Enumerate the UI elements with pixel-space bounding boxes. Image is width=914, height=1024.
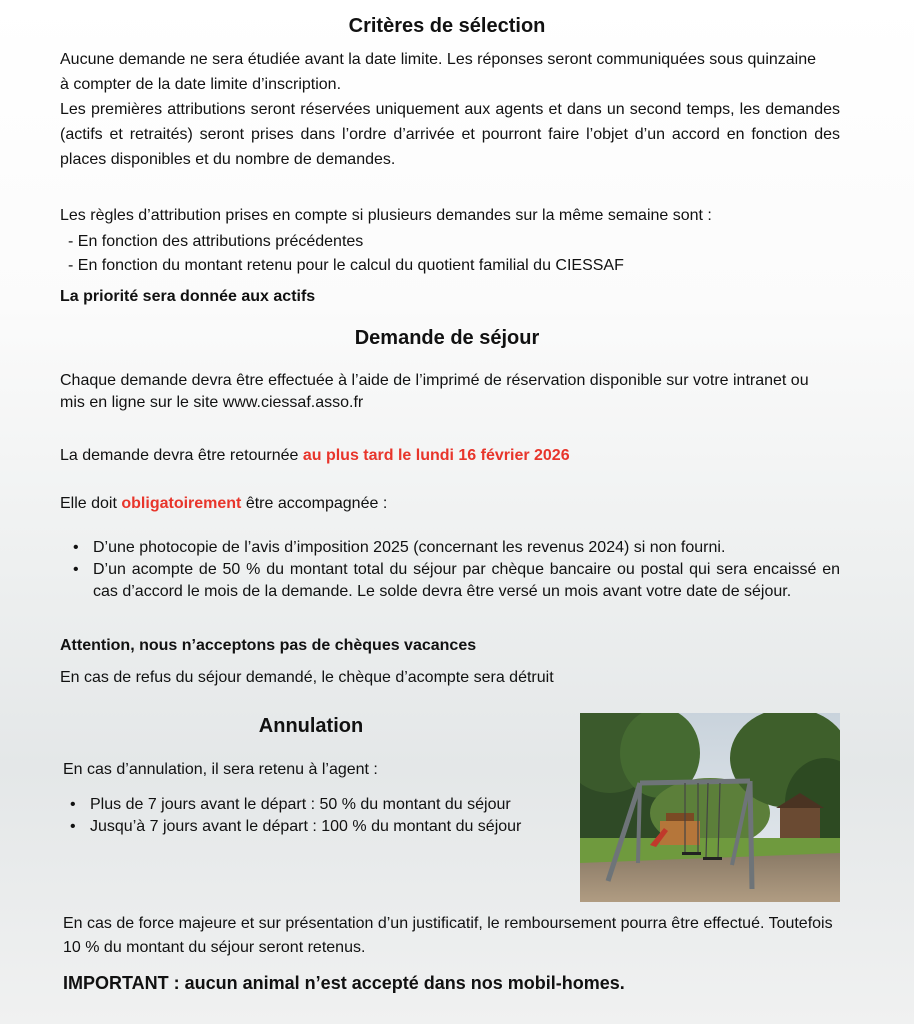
documents-list bbox=[60, 537, 840, 603]
rule-item: - En fonction du montant retenu pour le calcul du quotient familial du CIESSAF bbox=[68, 257, 624, 274]
criteres-paragraph-2: Les premières attributions seront réservées uniquement aux agents et dans un second temps, les demandes (actifs et retraités) seront prises dans l’ordre d’arrivée et pourront faire l’objet d’un accord en fonction des places disponibles et du nombre de demandes. bbox=[60, 101, 840, 168]
priority-note: La priorité sera donnée aux actifs bbox=[60, 288, 316, 305]
demande-title: Demande de séjour bbox=[354, 327, 540, 349]
playground-photo bbox=[580, 713, 840, 902]
force-majeure-note: En cas de force majeure et sur présentation d’un justificatif, le remboursement pourra être effectué. Toutefois 10 % du montant du séjour seront retenus. bbox=[63, 915, 833, 956]
criteres-title: Critères de sélection bbox=[348, 15, 546, 37]
must-prefix: Elle doit bbox=[60, 495, 122, 512]
refusal-note: En cas de refus du séjour demandé, le chèque d’acompte sera détruit bbox=[60, 669, 554, 686]
list-item: • Plus de 7 jours avant le départ : 50 % du montant du séjour bbox=[57, 794, 577, 816]
list-item: • D’une photocopie de l’avis d’imposition 2025 (concernant les revenus 2024) si non fourni. bbox=[60, 537, 840, 559]
list-item: • Jusqu’à 7 jours avant le départ : 100 % du montant du séjour bbox=[57, 816, 577, 838]
demande-paragraph: Chaque demande devra être effectuée à l’aide de l’imprimé de réservation disponible sur votre intranet ou mis en ligne sur le site www.ciessaf.asso.fr bbox=[60, 372, 809, 411]
return-deadline-line bbox=[60, 443, 840, 468]
must-accompany-line bbox=[60, 491, 840, 516]
must-suffix: être accompagnée : bbox=[241, 495, 388, 512]
important-note: IMPORTANT : aucun animal n’est accepté dans nos mobil-homes. bbox=[63, 973, 625, 993]
attention-note: Attention, nous n’acceptons pas de chèques vacances bbox=[60, 637, 477, 654]
criteres-paragraph-1: Aucune demande ne sera étudiée avant la date limite. Les réponses seront communiquées sous quinzaine à compter de la date limite d’inscription. bbox=[60, 51, 817, 93]
annulation-title: Annulation bbox=[258, 715, 364, 737]
rule-item: - En fonction des attributions précédentes bbox=[68, 233, 364, 250]
rules-intro: Les règles d’attribution prises en compte si plusieurs demandes sur la même semaine sont : bbox=[60, 207, 712, 224]
return-deadline: au plus tard le lundi 16 février 2026 bbox=[302, 447, 570, 464]
list-item: • D’un acompte de 50 % du montant total du séjour par chèque bancaire ou postal qui sera encaissé en cas d’accord le mois de la demande. Le solde devra être versé un mois avant votre date de séjour. bbox=[60, 559, 840, 603]
return-prefix: La demande devra être retournée bbox=[60, 447, 303, 464]
must-word: obligatoirement bbox=[121, 495, 242, 512]
annulation-intro: En cas d’annulation, il sera retenu à l’agent : bbox=[63, 761, 378, 778]
annulation-list bbox=[57, 794, 577, 838]
